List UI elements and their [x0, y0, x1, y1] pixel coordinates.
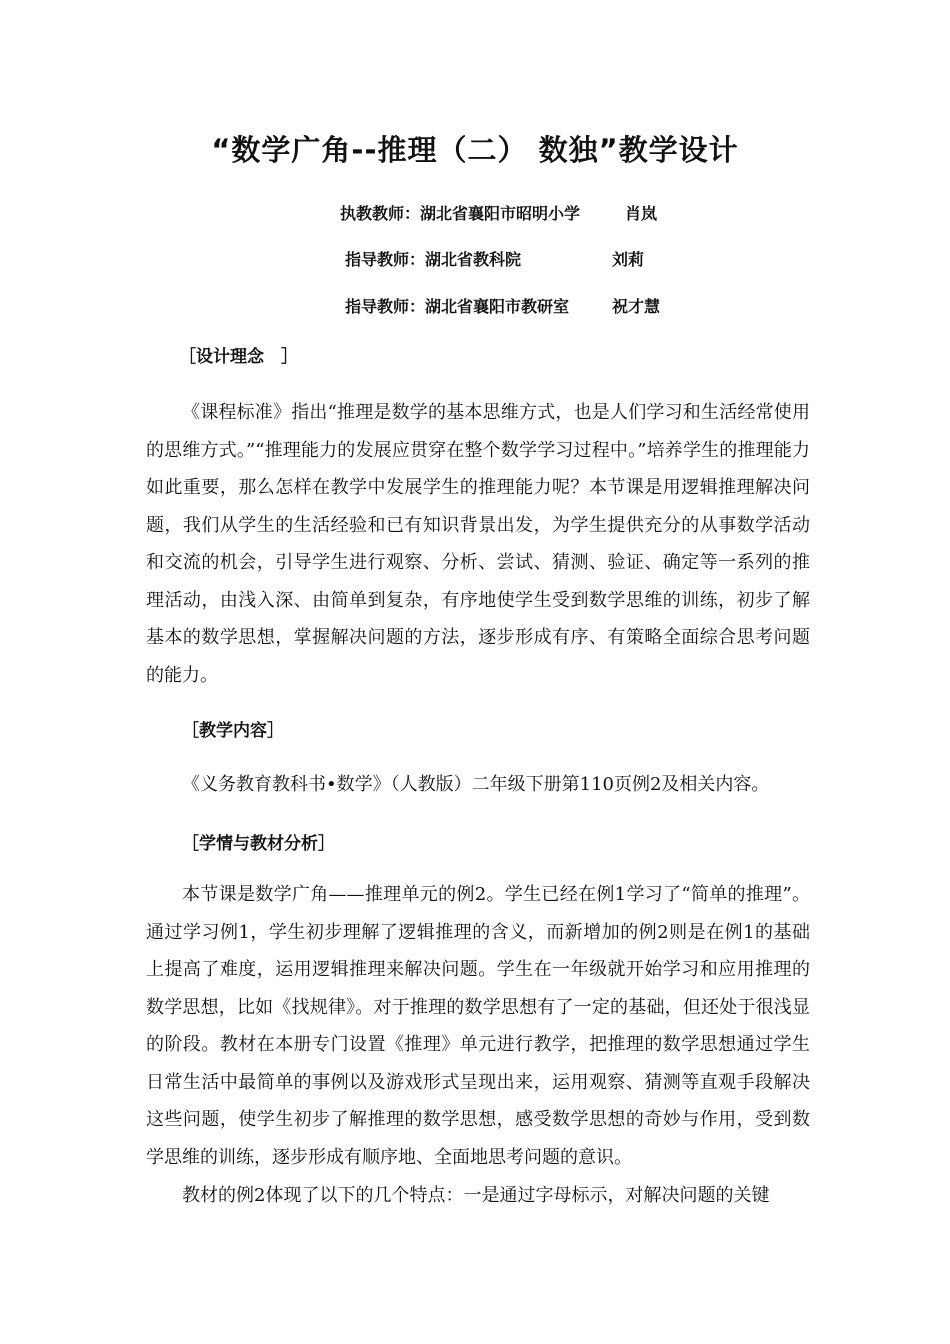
teacher-line-advisor-2: [345, 294, 661, 317]
document-title: “数学广角--推理（二） 数独”教学设计: [211, 133, 739, 167]
teacher-role: 指导教师：湖北省教科院: [345, 250, 522, 269]
teacher-line-executing: [340, 201, 658, 224]
paragraph-analysis-2: 教材的例2体现了以下的几个特点：一是通过字母标示，对解决问题的关键: [182, 1185, 770, 1206]
paragraph-design-concept: 《课程标准》指出“推理是数学的基本思维方式，也是人们学习和生活经常使用的思维方式。”“推理能力的发展应贯穿在整个数学学习过程中。”培养学生的推理能力如此重要，那么怎样在教学中发展学生的推理能力呢？本节课是用逻辑推理解决问题，我们从学生的生活经验和已有知识背景出发，为学生提供充分的从事数学活动和交流的机会，引导学生进行观察、分析、尝试、猜测、验证、确定等一系列的推理活动，由浅入深、由简单到复杂，有序地使学生受到数学思维的训练，初步了解基本的数学思想，掌握解决问题的方法，逐步形成有序、有策略全面综合思考问题的能力。: [146, 402, 810, 686]
teacher-role: 执教教师：湖北省襄阳市昭明小学: [340, 204, 581, 223]
teacher-name: 祝才慧: [612, 297, 661, 316]
section-heading-design-concept: ［设计理念 ］: [179, 347, 298, 367]
teacher-line-advisor-1: [345, 247, 645, 270]
teacher-name: 刘莉: [612, 250, 645, 269]
section-heading-analysis: ［学情与教材分析］: [182, 834, 335, 854]
teacher-role: 指导教师：湖北省襄阳市教研室: [345, 297, 570, 316]
paragraph-analysis-1: 本节课是数学广角——推理单元的例2。学生已经在例1学习了“简单的推理”。通过学习例1，学生初步理解了逻辑推理的含义，而新增加的例2则是在例1的基础上提高了难度，运用逻辑推理来解决问题。学生在一年级就开始学习和应用推理的数学思想，比如《找规律》。对于推理的数学思想有了一定的基础，但还处于很浅显的阶段。教材在本册专门设置《推理》单元进行教学，把推理的数学思想通过学生日常生活中最简单的事例以及游戏形式呈现出来，运用观察、猜测等直观手段解决这些问题，使学生初步了解推理的数学思想，感受数学思想的奇妙与作用，受到数学思维的训练，逐步形成有顺序地、全面地思考问题的意识。: [146, 884, 810, 1168]
paragraph-teaching-content: 《义务教育教科书•数学》（人教版）二年级下册第110页例2及相关内容。: [182, 774, 770, 795]
section-heading-teaching-content: ［教学内容］: [182, 721, 284, 741]
teacher-name: 肖岚: [625, 204, 658, 223]
